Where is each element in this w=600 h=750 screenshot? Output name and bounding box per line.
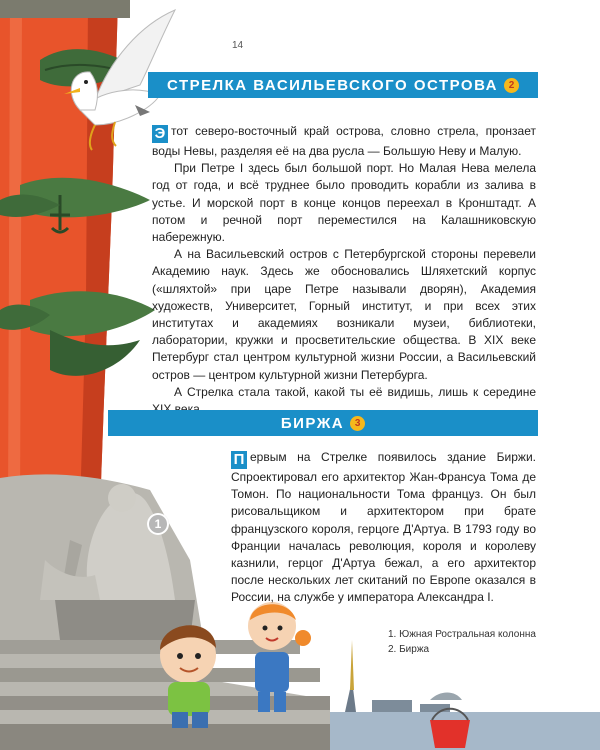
section-title-birzha <box>108 410 538 436</box>
paragraph <box>152 123 536 160</box>
section-number-badge: 2 <box>504 78 519 93</box>
caption: 2. Биржа <box>388 644 430 655</box>
caption: 1. Южная Ростральная колонна <box>388 629 536 640</box>
paragraph: А на Васильевский остров с Петербургской стороны перевели Академию наук. Здесь же обосновались Шляхетский корпус («шляхтой» при царе Петре называли дворян), Академия художеств, Университет, Горный институт, и при всех этих институтах и академиях возникали музеи, библиотеки, лаборатории, кружки и просветительские общества. В XIX веке Петербург стал центром культурной жизни России, а Васильевский остров — центром культурной жизни Петербурга. <box>152 247 536 382</box>
section-title-strelka <box>148 72 538 98</box>
section-strelka-text <box>152 123 536 418</box>
paragraph: А Стрелка стала такой, какой ты её видишь, лишь к середине <box>174 384 536 399</box>
photo-number-badge: 1 <box>147 513 169 535</box>
section-number-badge: 3 <box>350 416 365 431</box>
paragraph-text: ервым на Стрелке появилось здание Биржи. Спроектировал его архитектор Жан-Франсуа Тома де Томон. По национальности Тома француз. Он был рисовальщиком и архитектором при брате французского короля, герцоге Д'Артуа. В 1793 году во Франции началась революция, короля и королеву казнили, герцог Д'Артуа бежал, а его архитектор после нескольких лет скитаний по Европе оказался в России, на службе у императора Александра I. <box>231 450 536 605</box>
section-title-text: СТРЕЛКА ВАСИЛЬЕВСКОГО ОСТРОВА <box>166 76 499 94</box>
drop-cap: П <box>231 451 247 469</box>
photo-captions <box>388 627 536 657</box>
section-birzha-text <box>231 449 536 607</box>
page-number: 14 <box>232 40 244 51</box>
paragraph-text: тот северо-восточный край острова, словно стрела, пронзает воды Невы, разделяя её на два русла — Большую Неву и Малую. <box>152 124 536 158</box>
section-title-text: БИРЖА <box>280 414 345 432</box>
drop-cap: Э <box>152 125 168 143</box>
paragraph <box>231 449 536 607</box>
paragraph: При Петре I здесь был большой порт. Но Малая Нева мелела год от года, и всё труднее было проводить корабли из залива в устье. И морской порт в конце концов переехал в Кронштадт. А потом и речной порт переместился на Калашниковскую набережную. <box>152 161 536 245</box>
